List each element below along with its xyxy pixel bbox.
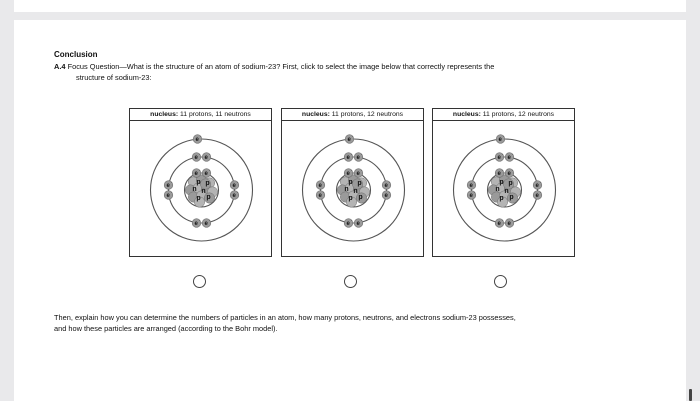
electron xyxy=(467,190,476,199)
svg-text:-: - xyxy=(388,180,391,185)
svg-text:e: e xyxy=(194,171,198,178)
electron xyxy=(230,180,239,189)
svg-text:-: - xyxy=(236,190,239,195)
electron xyxy=(202,152,211,161)
svg-text:p: p xyxy=(499,195,504,202)
svg-text:p: p xyxy=(205,180,210,187)
electron xyxy=(192,152,201,161)
question-line-1: Focus Question—What is the structure of an atom of sodium-23? First, click to select the image below that correctly represents the xyxy=(65,62,495,71)
electron xyxy=(533,190,542,199)
svg-text:-: - xyxy=(198,152,201,157)
option-label xyxy=(282,109,423,121)
svg-text:e: e xyxy=(469,183,473,190)
radio-option-2[interactable] xyxy=(344,275,357,288)
svg-text:e: e xyxy=(232,183,236,190)
electron xyxy=(354,152,363,161)
electron xyxy=(344,152,353,161)
atom-option-3[interactable] xyxy=(432,108,575,257)
electron xyxy=(505,152,514,161)
bohr-model-diagram xyxy=(130,122,273,258)
question-text xyxy=(54,62,494,71)
svg-text:-: - xyxy=(539,180,542,185)
electron xyxy=(192,218,201,227)
svg-text:-: - xyxy=(473,190,476,195)
svg-text:-: - xyxy=(350,152,353,157)
bohr-model-diagram xyxy=(282,122,425,258)
svg-text:p: p xyxy=(206,194,211,201)
question-number: A.4 xyxy=(54,62,66,71)
electron xyxy=(164,180,173,189)
svg-text:e: e xyxy=(232,193,236,200)
svg-text:e: e xyxy=(498,137,502,144)
radio-option-1[interactable] xyxy=(193,275,206,288)
svg-text:e: e xyxy=(507,155,511,162)
electron xyxy=(230,190,239,199)
svg-text:e: e xyxy=(204,221,208,228)
electron xyxy=(316,190,325,199)
svg-text:-: - xyxy=(236,180,239,185)
svg-text:e: e xyxy=(497,155,501,162)
svg-text:-: - xyxy=(360,168,363,173)
svg-text:e: e xyxy=(204,171,208,178)
electron xyxy=(495,152,504,161)
electron xyxy=(496,134,505,143)
svg-text:e: e xyxy=(497,171,501,178)
section-heading: Conclusion xyxy=(54,50,98,59)
svg-text:e: e xyxy=(384,183,388,190)
electron xyxy=(382,180,391,189)
svg-text:-: - xyxy=(350,168,353,173)
svg-text:e: e xyxy=(507,171,511,178)
option-label xyxy=(130,109,271,121)
label-text: 11 protons, 11 neutrons xyxy=(178,111,251,118)
svg-text:-: - xyxy=(501,218,504,223)
svg-text:-: - xyxy=(350,218,353,223)
electron xyxy=(202,218,211,227)
label-bold: nucleus: xyxy=(452,111,481,118)
svg-text:p: p xyxy=(357,180,362,187)
svg-text:e: e xyxy=(195,137,199,144)
svg-text:-: - xyxy=(322,190,325,195)
svg-text:e: e xyxy=(347,137,351,144)
svg-text:-: - xyxy=(388,190,391,195)
svg-text:e: e xyxy=(356,221,360,228)
svg-text:n: n xyxy=(504,188,509,195)
option-label xyxy=(433,109,574,121)
svg-text:-: - xyxy=(208,168,211,173)
svg-text:e: e xyxy=(166,193,170,200)
electron xyxy=(505,168,514,177)
svg-text:p: p xyxy=(499,179,504,186)
svg-text:-: - xyxy=(208,218,211,223)
svg-text:e: e xyxy=(194,155,198,162)
svg-text:-: - xyxy=(511,168,514,173)
electron xyxy=(344,168,353,177)
svg-text:-: - xyxy=(198,168,201,173)
svg-text:p: p xyxy=(509,194,514,201)
svg-text:n: n xyxy=(201,188,206,195)
svg-text:e: e xyxy=(535,183,539,190)
electron xyxy=(533,180,542,189)
svg-text:p: p xyxy=(348,195,353,202)
label-text: 11 protons, 12 neutrons xyxy=(329,111,404,118)
svg-text:n: n xyxy=(344,186,349,193)
label-text: 11 protons, 12 neutrons xyxy=(480,111,555,118)
svg-text:p: p xyxy=(196,195,201,202)
question-line-2: structure of sodium-23: xyxy=(76,73,152,82)
label-bold: nucleus: xyxy=(150,111,179,118)
svg-text:e: e xyxy=(346,155,350,162)
electron xyxy=(467,180,476,189)
electron xyxy=(344,218,353,227)
svg-text:e: e xyxy=(318,193,322,200)
svg-text:e: e xyxy=(346,171,350,178)
electron xyxy=(345,134,354,143)
svg-text:e: e xyxy=(346,221,350,228)
svg-text:-: - xyxy=(360,152,363,157)
instructions-line-1: Then, explain how you can determine the numbers of particles in an atom, how many protons, neutrons, and electrons sodium-23 possesses, xyxy=(54,313,516,322)
electron xyxy=(354,168,363,177)
scrollbar-thumb[interactable] xyxy=(689,389,692,401)
bohr-model-diagram xyxy=(433,122,576,258)
svg-text:e: e xyxy=(318,183,322,190)
svg-text:-: - xyxy=(501,152,504,157)
svg-text:-: - xyxy=(170,190,173,195)
electron xyxy=(495,168,504,177)
svg-text:-: - xyxy=(511,152,514,157)
atom-option-1[interactable] xyxy=(129,108,272,257)
svg-text:-: - xyxy=(539,190,542,195)
svg-text:e: e xyxy=(507,221,511,228)
svg-text:-: - xyxy=(502,134,505,139)
electron xyxy=(382,190,391,199)
svg-text:n: n xyxy=(495,186,500,193)
svg-text:-: - xyxy=(170,180,173,185)
svg-text:-: - xyxy=(511,218,514,223)
label-bold: nucleus: xyxy=(301,111,330,118)
svg-text:-: - xyxy=(322,180,325,185)
atom-option-2[interactable] xyxy=(281,108,424,257)
svg-text:e: e xyxy=(384,193,388,200)
svg-text:-: - xyxy=(199,134,202,139)
svg-text:e: e xyxy=(204,155,208,162)
electron xyxy=(192,168,201,177)
electron xyxy=(164,190,173,199)
svg-text:n: n xyxy=(192,186,197,193)
svg-text:-: - xyxy=(198,218,201,223)
svg-text:e: e xyxy=(356,171,360,178)
svg-text:e: e xyxy=(166,183,170,190)
svg-text:e: e xyxy=(469,193,473,200)
svg-text:p: p xyxy=(508,180,513,187)
previous-page-edge xyxy=(14,0,686,12)
svg-text:e: e xyxy=(535,193,539,200)
svg-text:e: e xyxy=(356,155,360,162)
electron xyxy=(495,218,504,227)
svg-text:-: - xyxy=(351,134,354,139)
svg-text:p: p xyxy=(196,179,201,186)
svg-text:-: - xyxy=(208,152,211,157)
electron xyxy=(193,134,202,143)
electron xyxy=(354,218,363,227)
svg-text:p: p xyxy=(348,179,353,186)
svg-text:-: - xyxy=(501,168,504,173)
svg-text:e: e xyxy=(497,221,501,228)
svg-text:p: p xyxy=(358,194,363,201)
electron xyxy=(505,218,514,227)
instructions-line-2: and how these particles are arranged (according to the Bohr model). xyxy=(54,324,278,333)
svg-text:e: e xyxy=(194,221,198,228)
electron xyxy=(202,168,211,177)
svg-text:n: n xyxy=(353,188,358,195)
electron xyxy=(316,180,325,189)
svg-text:-: - xyxy=(473,180,476,185)
radio-option-3[interactable] xyxy=(494,275,507,288)
svg-text:-: - xyxy=(360,218,363,223)
